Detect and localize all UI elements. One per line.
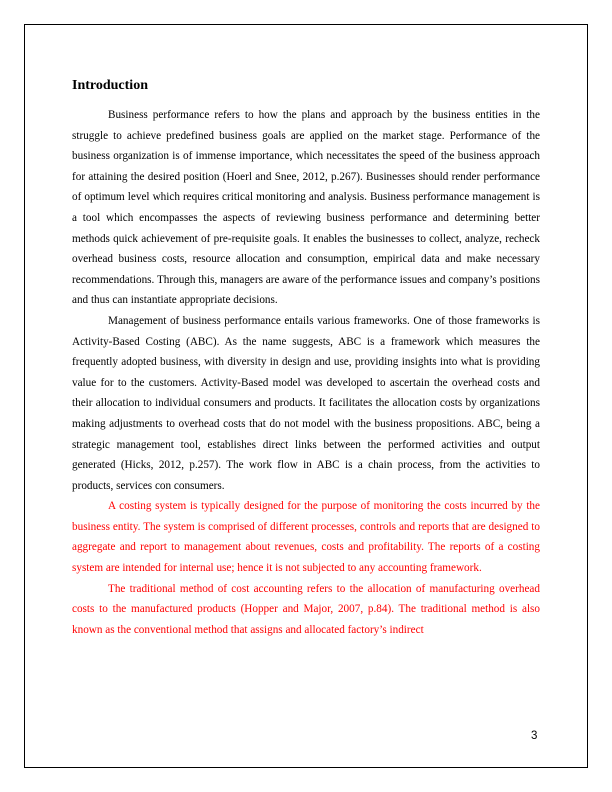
document-body	[72, 76, 540, 640]
section-heading: Introduction	[72, 78, 148, 93]
paragraph-management-frameworks: Management of business performance entails various frameworks. One of those frameworks is Activity-Based Costing (ABC). As the name suggests, ABC is a framework which measures the frequently adopted business, with diversity in design and use, providing insights into what is providing value for to the customers. Activity-Based model was developed to ascertain the overhead costs and their allocation to individual consumers and products. It facilitates the allocation costs by organizations making adjustments to overhead costs that do not model with the business propositions. ABC, being a strategic management tool, establishes direct links between the performed activities and output generated (Hicks, 2012, p.257). The work flow in ABC is a chain process, from the activities to products, services con consumers.	[72, 314, 540, 492]
paragraph-traditional-method: The traditional method of cost accounting refers to the allocation of manufacturing overhead costs to the manufactured products (Hopper and Major, 2007, p.84). The traditional method is also known as the conventional method that assigns and allocated factory’s indirect	[72, 582, 540, 636]
page-number: 3	[531, 730, 538, 742]
paragraph-costing-system: A costing system is typically designed for the purpose of monitoring the costs incurred by the business entity. The system is comprised of different processes, controls and reports that are designed to aggregate and report to management about revenues, costs and profitability. The reports of a costing system are intended for internal use; hence it is not subjected to any accounting framework.	[72, 500, 540, 575]
paragraph-business-performance: Business performance refers to how the plans and approach by the business entities in the struggle to achieve predefined business goals are applied on the market stage. Performance of the business organization is of immense importance, which necessitates the speed of the business approach for attaining the desired position (Hoerl and Snee, 2012, p.267). Businesses should render performance of optimum level which requires critical monitoring and analysis. Business performance management is a tool which encompasses the aspects of reviewing business performance and determining better methods quick achievement of pre-requisite goals. It enables the businesses to collect, analyze, recheck overhead business costs, resource allocation and consumption, empirical data and make necessary recommendations. Through this, managers are aware of the performance issues and company’s positions and thus can instantiate appropriate decisions.	[72, 109, 540, 307]
